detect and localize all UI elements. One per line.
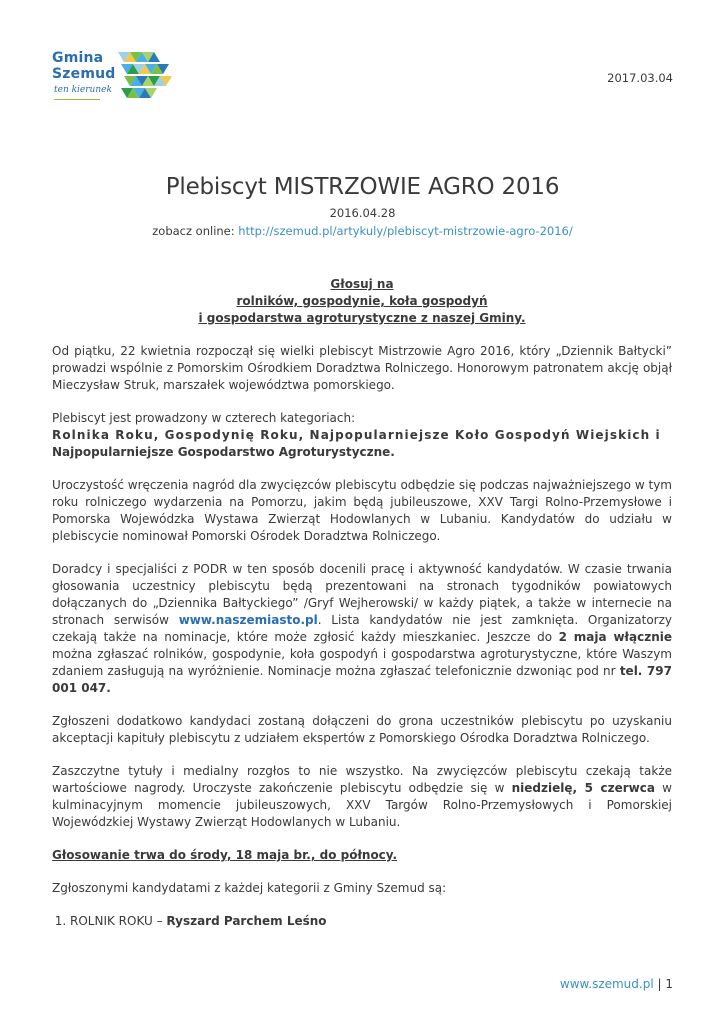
publication-date: 2016.04.28 [329,206,396,220]
phone-number: tel. 797 001 047. [52,664,672,695]
paragraph-additional: Zgłoszeni dodatkowo kandydaci zostaną dołączeni do grona uczestników plebiscytu po uzyskaniu akceptacji kapituły plebiscytu z udziałem ekspertów z Pomorskiego Ośrodka Doradztwa Rolniczego. [52,714,672,745]
page-footer [560,977,673,991]
categories-intro: Plebiscyt jest prowadzony w czterech kategoriach: [52,411,356,425]
paragraph-categories [52,410,672,461]
prizes-text-a: Zaszczytne tytuły i medialny rozgłos to nie wszystko. Na zwycięzców plebiscytu czekają także wartościowe nagrody. Uroczyste zakończenie plebiscytu odbędzie się w [52,764,672,795]
online-label: zobacz online: [152,224,239,238]
article-body [52,276,672,930]
logo-underline [54,99,100,100]
naszemiasto-link[interactable]: www.naszemiasto.pl [178,613,318,627]
article-title: Plebiscyt MISTRZOWIE AGRO 2016 [165,174,560,200]
paragraph-ceremony: Uroczystość wręczenia nagród dla zwycięzców plebiscytu odbędzie się podczas najważniejszego w tym roku rolniczego wydarzenia na Pomorzu, jakim będą jubileuszowe, XXV Targi Rolno-Przemysłowe i Pomorska Wojewódzka Wystawa Zwierząt Hodowlanych w Lubaniu. Kandydatów do udziału w plebiscycie nominował Pomorski Ośrodek Doradztwa Rolniczego. [52,478,672,543]
prizes-text-b: w kulminacyjnym momencie jubileuszowych, XXV Targów Rolno-Przemysłowych i Pomorskiej Wojewódzkiej Wystawy Zwierząt Hodowlanych w Lubaniu. [52,781,672,829]
logo-line2: Szemud [52,66,116,82]
categories-line-2: Najpopularniejsze Gospodarstwo Agroturystyczne. [52,445,395,459]
footer-separator: | [653,977,666,991]
document-date: 2017.03.04 [607,71,673,85]
list-item [70,913,672,930]
gmina-logo[interactable] [52,50,178,104]
nominations-text-a: Doradcy i specjaliści z PODR w ten sposób docenili pracę i aktywność kandydatów. W czasie trwania głosowania uczestnicy plebiscytu będą prezentowani na stronach tygodników powiatowych dołączanych do „Dziennika Bałtyckiego” /Gryf Wejherowski/ w każdy piątek, a także w internecie na stronach serwisów [52,562,672,627]
online-link-row [0,224,725,238]
logo-text [52,50,116,95]
headline [52,276,672,327]
paragraph-prizes [52,763,672,831]
online-url-link[interactable]: http://szemud.pl/artykuly/plebiscyt-mistrzowie-agro-2016/ [238,224,573,238]
logo-tagline: ten kierunek [54,85,112,95]
paragraph-candidates-intro: Zgłoszonymi kandydatami z każdej kategorii z Gminy Szemud są: [52,881,447,895]
headline-line-1: Głosuj na [330,277,394,291]
paragraph-intro: Od piątku, 22 kwietnia rozpoczął się wielki plebiscyt Mistrzowie Agro 2016, który „Dziennik Bałtycki” prowadzi wspólnie z Pomorskim Ośrodkiem Doradztwa Rolniczego. Honorowym patronatem akcję objął Mieczysław Struk, marszałek województwa pomorskiego. [52,344,672,392]
headline-line-2: rolników, gospodynie, koła gospodyń [236,294,488,308]
list-item-label: ROLNIK ROKU – [70,914,167,928]
logo-line1: Gmina [52,50,104,66]
headline-line-3: i gospodarstwa agroturystyczne z naszej Gminy. [198,311,526,325]
paragraph-nominations [52,561,672,697]
nominations-text-c: można zgłaszać rolników, gospodynie, koła gospodyń i gospodarstwa agroturystyczne, które Waszym zdaniem zasługują na wyróżnienie. Nominacje można zgłaszać telefonicznie dzwoniąc pod nr [52,647,672,678]
triangle-mosaic-icon [118,50,174,102]
footer-site-link[interactable]: www.szemud.pl [559,977,654,991]
voting-deadline: Głosowanie trwa do środy, 18 maja br., do północy. [52,848,398,862]
categories-line-1: Rolnika Roku, Gospodynię Roku, Najpopularniejsze Koło Gospodyń Wiejskich i [52,428,661,442]
deadline-bold: 2 maja włącznie [558,630,672,644]
paragraph-voting [52,847,672,864]
candidates-list [52,913,672,930]
list-item-name: Ryszard Parchem Leśno [166,914,327,928]
page-number: 1 [665,977,673,991]
final-date-bold: niedzielę, 5 czerwca [511,781,655,795]
nominations-text-b: . Lista kandydatów nie jest zamknięta. Organizatorzy czekają także na nominacje, które może zgłosić każdy mieszkaniec. Jeszcze do [52,613,673,644]
